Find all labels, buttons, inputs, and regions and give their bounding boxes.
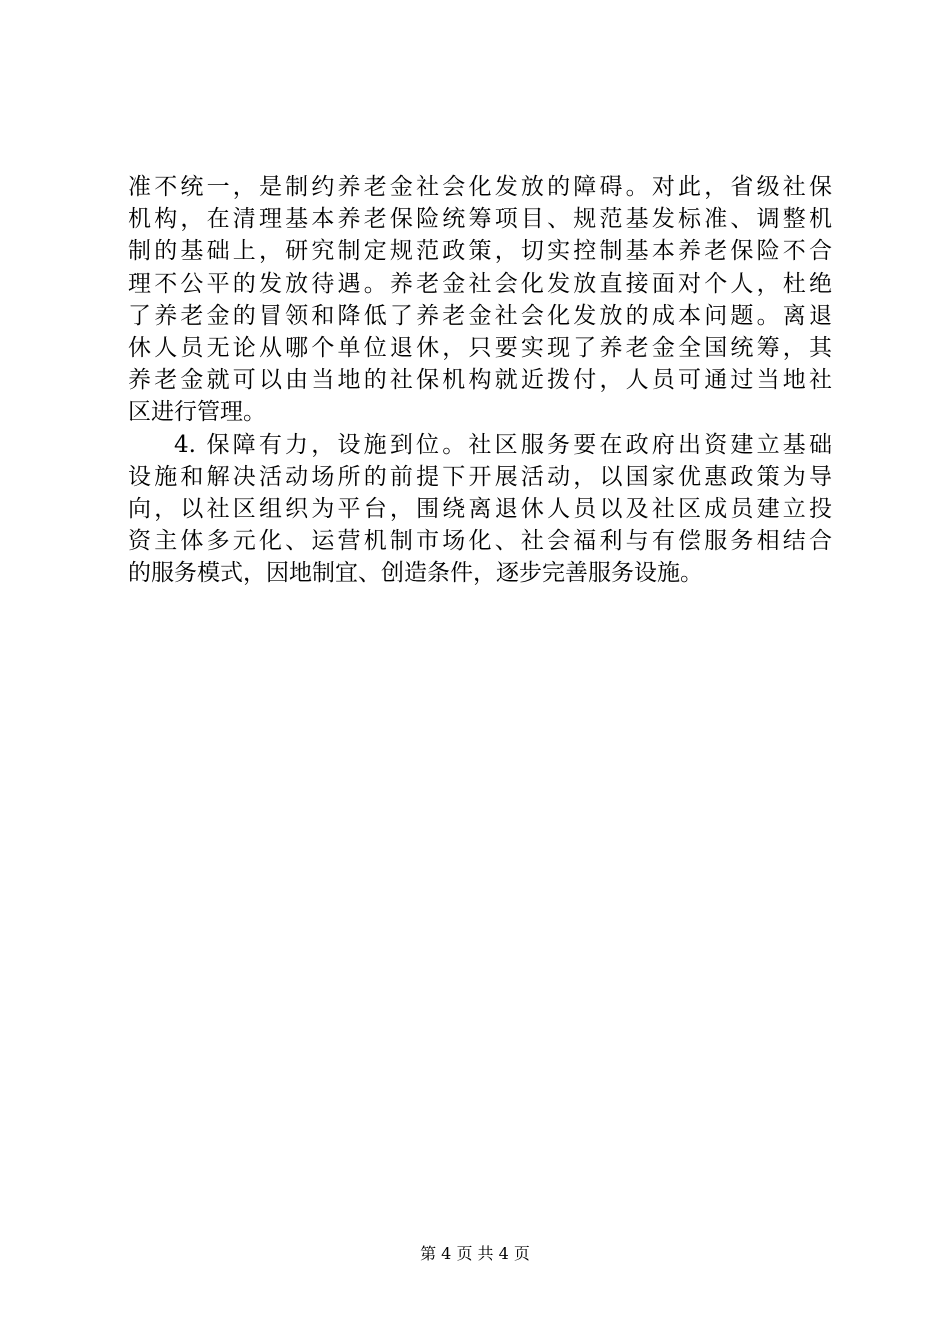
text-line: 设施和解决活动场所的前提下开展活动，以国家优惠政策为导 xyxy=(128,463,832,490)
text-line: 向，以社区组织为平台，围绕离退休人员以及社区成员建立投 xyxy=(128,495,832,522)
page-footer: 第 4 页 共 4 页 xyxy=(420,1244,530,1263)
text-line: 理不公平的发放待遇。养老金社会化发放直接面对个人，杜绝 xyxy=(128,270,832,297)
text-line: 了养老金的冒领和降低了养老金社会化发放的成本问题。离退 xyxy=(128,302,832,329)
text-line: 资主体多元化、运营机制市场化、社会福利与有偿服务相结合 xyxy=(128,528,832,555)
text-line: 的服务模式，因地制宜、创造条件，逐步完善服务设施。 xyxy=(128,560,703,587)
text-line: 4. 保障有力，设施到位。社区服务要在政府出资建立基础 xyxy=(174,431,832,458)
document-body xyxy=(128,171,832,589)
text-line: 制的基础上，研究制定规范政策，切实控制基本养老保险不合 xyxy=(128,238,832,265)
paragraph xyxy=(128,429,832,590)
text-line: 休人员无论从哪个单位退休，只要实现了养老金全国统筹，其 xyxy=(128,334,832,361)
text-line: 区进行管理。 xyxy=(128,399,266,426)
paragraph xyxy=(128,171,832,429)
text-line: 机构，在清理基本养老保险统筹项目、规范基发标准、调整机 xyxy=(128,206,832,233)
text-line: 准不统一，是制约养老金社会化发放的障碍。对此，省级社保 xyxy=(128,174,832,200)
text-line: 养老金就可以由当地的社保机构就近拨付，人员可通过当地社 xyxy=(128,367,832,394)
